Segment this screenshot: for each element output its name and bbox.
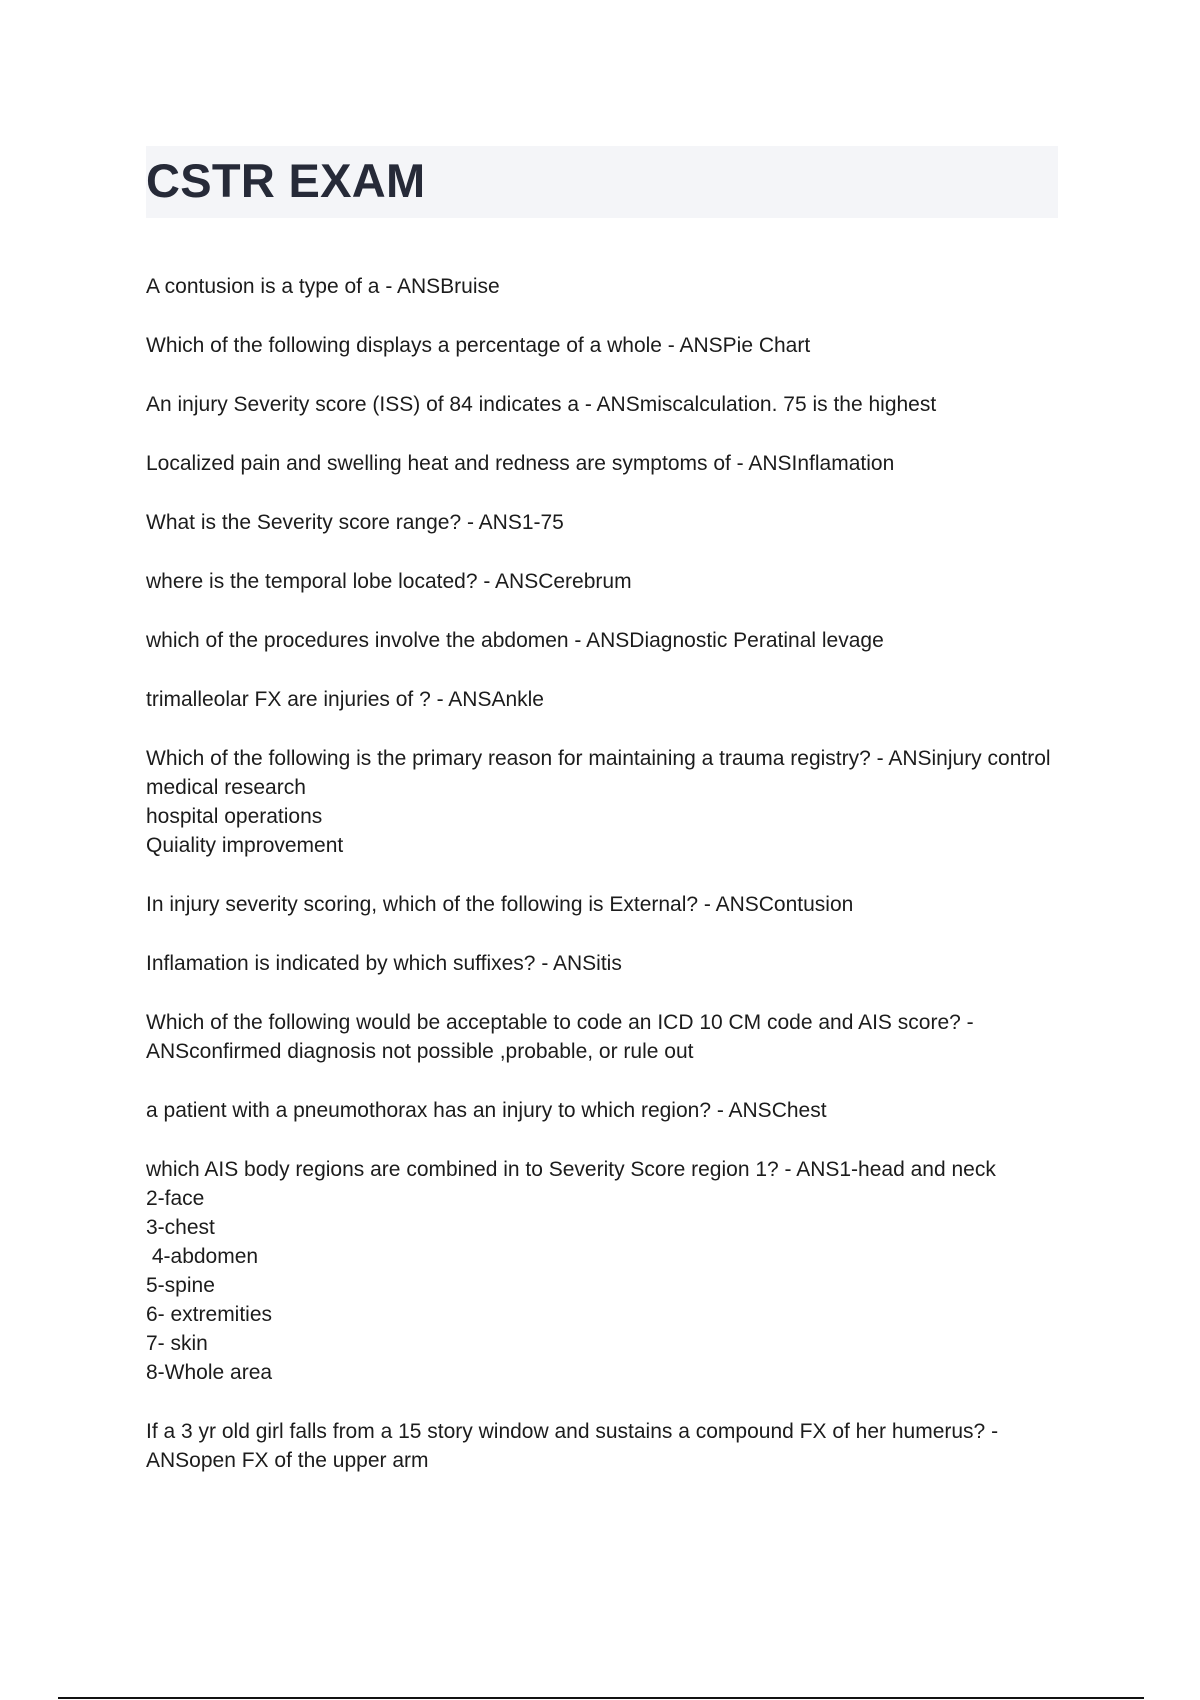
qa-item-10: In injury severity scoring, which of the following is External? - ANSContusion bbox=[146, 893, 854, 916]
qa-item-4: Localized pain and swelling heat and redness are symptoms of - ANSInflamation bbox=[146, 452, 895, 475]
page-title: CSTR EXAM bbox=[146, 154, 426, 207]
qa-item-14: which AIS body regions are combined in to Severity Score region 1? - ANS1-head and neck 2-face 3-chest 4-abdomen 5-spine 6- extremities 7- skin 8-Whole area bbox=[146, 1158, 996, 1384]
footer-divider bbox=[58, 1697, 1144, 1699]
qa-item-6: where is the temporal lobe located? - ANSCerebrum bbox=[146, 570, 632, 593]
qa-item-3: An injury Severity score (ISS) of 84 indicates a - ANSmiscalculation. 75 is the highest bbox=[146, 393, 937, 416]
qa-item-1: A contusion is a type of a - ANSBruise bbox=[146, 275, 500, 298]
qa-item-11: Inflamation is indicated by which suffixes? - ANSitis bbox=[146, 952, 622, 975]
qa-item-12: Which of the following would be acceptable to code an ICD 10 CM code and AIS score? - ANSconfirmed diagnosis not possible ,probable, or rule out bbox=[146, 1011, 979, 1063]
qa-item-15: If a 3 yr old girl falls from a 15 story window and sustains a compound FX of her humerus? - ANSopen FX of the upper arm bbox=[146, 1420, 1003, 1472]
qa-item-8: trimalleolar FX are injuries of ? - ANSAnkle bbox=[146, 688, 544, 711]
qa-item-5: What is the Severity score range? - ANS1-75 bbox=[146, 511, 564, 534]
qa-item-9: Which of the following is the primary reason for maintaining a trauma registry? - ANSinjury control medical research hospital operations Quiality improvement bbox=[146, 747, 1051, 857]
qa-item-13: a patient with a pneumothorax has an injury to which region? - ANSChest bbox=[146, 1099, 827, 1122]
title-banner bbox=[146, 146, 1058, 218]
question-answer-list bbox=[146, 272, 1066, 1505]
qa-item-2: Which of the following displays a percentage of a whole - ANSPie Chart bbox=[146, 334, 811, 357]
qa-item-7: which of the procedures involve the abdomen - ANSDiagnostic Peratinal levage bbox=[146, 629, 884, 652]
